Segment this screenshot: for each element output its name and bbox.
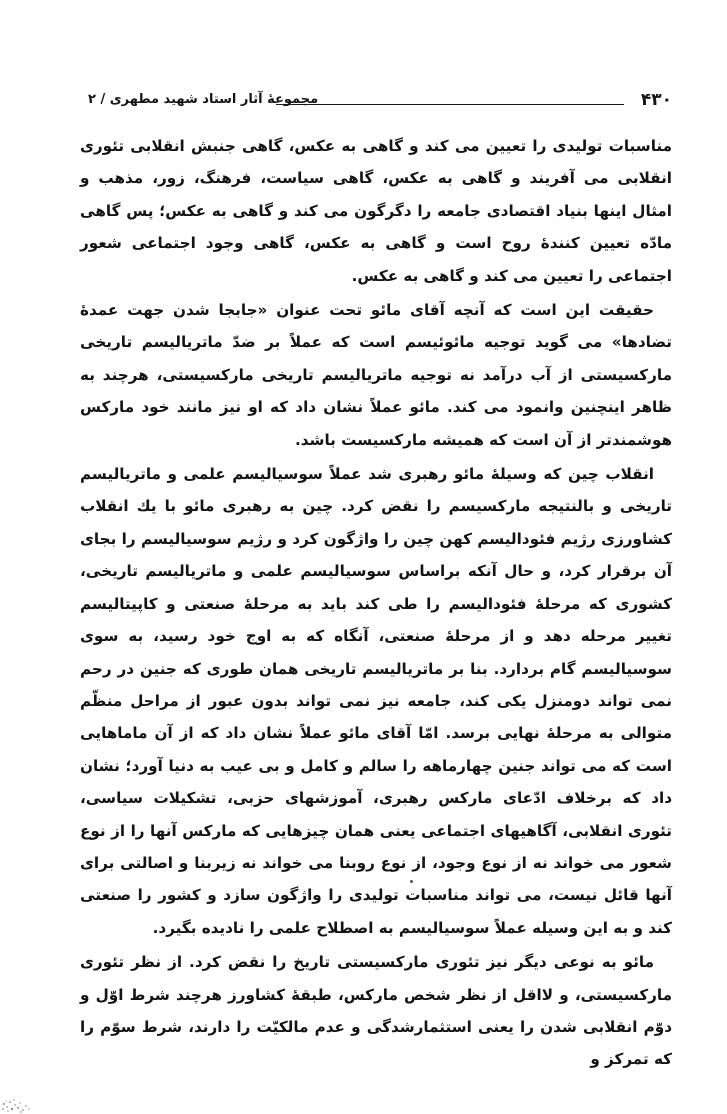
paragraph: مائو به نوعی دیگر نیز تئوری مارکسیستی تاریخ را نقض کرد. از نظر تئوری مارکسیستی، و لااقل از نظر شخص مارکس، طبقهٔ کشاورز هرچند شرط اوّل و دوّم انقلابی شدن را یعنی استثمارشدگی و عدم مالکیّت را دارند، شرط سوّم را که تمرکز و [80, 953, 672, 1069]
page-number: ۴۳۰ [640, 90, 672, 110]
scan-noise-corner [0, 1082, 40, 1114]
paragraph: مناسبات تولیدی را تعیین می کند و گاهی به عکس، گاهی جنبش انقلابی تئوری انقلابی می آفریند و گاهی به عکس، گاهی سیاست، فرهنگ، زور، مذهب و امثال اینها بنیاد اقتصادی جامعه را دگرگون می کند و گاهی به عکس؛ پس گاهی مادّه تعیین کنندهٔ روح است و گاهی به عکس، گاهی وجود اجتماعی شعور اجتماعی را تعیین می کند و گاهی به عکس. [80, 137, 672, 285]
page-header [88, 88, 672, 116]
header-rule [276, 104, 624, 105]
paragraph: انقلاب چین که وسیلهٔ مائو رهبری شد عملاً سوسیالیسم علمی و ماتریالیسم تاریخی و بالنتیجه مارکسیسم را نقض کرد. چین به رهبری مائو با یك انقلاب کشاورزی رژیم فئودالیسم کهن چین را واژگون کرد و رژیم سوسیالیسم را بجای آن برقرار کرد، و حال آنکه براساس سوسیالیسم علمی و ماتریالیسم تاریخی، کشوری که مرحلهٔ فئودالیسم را طی کند باید به مرحلهٔ صنعتی و کاپیتالیسم تغییر مرحله دهد و از مرحلهٔ صنعتی، آنگاه که به اوج خود رسید، به سوی سوسیالیسم گام بردارد. بنا بر ماتریالیسم تاریخی همان طوری که جنین در رحم نمی تواند دومنزل یکی کند، جامعه نیز نمی تواند بدون عبور از مراحل منظّم متوالی به مرحلهٔ نهایی برسد. امّا آقای مائو عملاً نشان داد که از آن ماماهایی است که می تواند جنین چهارماهه را سالم و کامل و بی عیب به دنیا آورد؛ نشان داد که برخلاف ادّعای مارکس رهبری، آموزشهای حزبی، تشکیلات سیاسی، تئوری انقلابی، آگاهیهای اجتماعی یعنی همان چیزهایی که مارکس آنها را از نوع شعور می خواند نه از نوع وجود، از نوع روبنا می خواند نه زیربنا و اصالتی برای آنها قائل نیست، می تواند مناسبات تولیدی را واژگون سازد و کشور را صنعتی کند و به این وسیله عملاً سوسیالیسم به اصطلاح علمی را نادیده بگیرد. [80, 465, 672, 937]
body-text [80, 130, 672, 1076]
scan-speck [410, 880, 413, 883]
paragraph: حقیقت این است که آنچه آقای مائو تحت عنوان «جابجا شدن جهت عمدهٔ تضادها» می گوید توجیه مائوئیسم است که عملاً بر ضدّ ماتریالیسم تاریخی مارکسیستی از آب درآمد نه توجیه ماتریالیسم تاریخی مارکسیستی، هرچند به ظاهر اینچنین وانمود می کند. مائو عملاً نشان داد که او نیز مانند خود مارکس هوشمندتر از آن است که همیشه مارکسیست باشد. [80, 301, 672, 449]
running-title: مجموعهٔ آثار استاد شهید مطهری / ۲ [88, 92, 319, 107]
